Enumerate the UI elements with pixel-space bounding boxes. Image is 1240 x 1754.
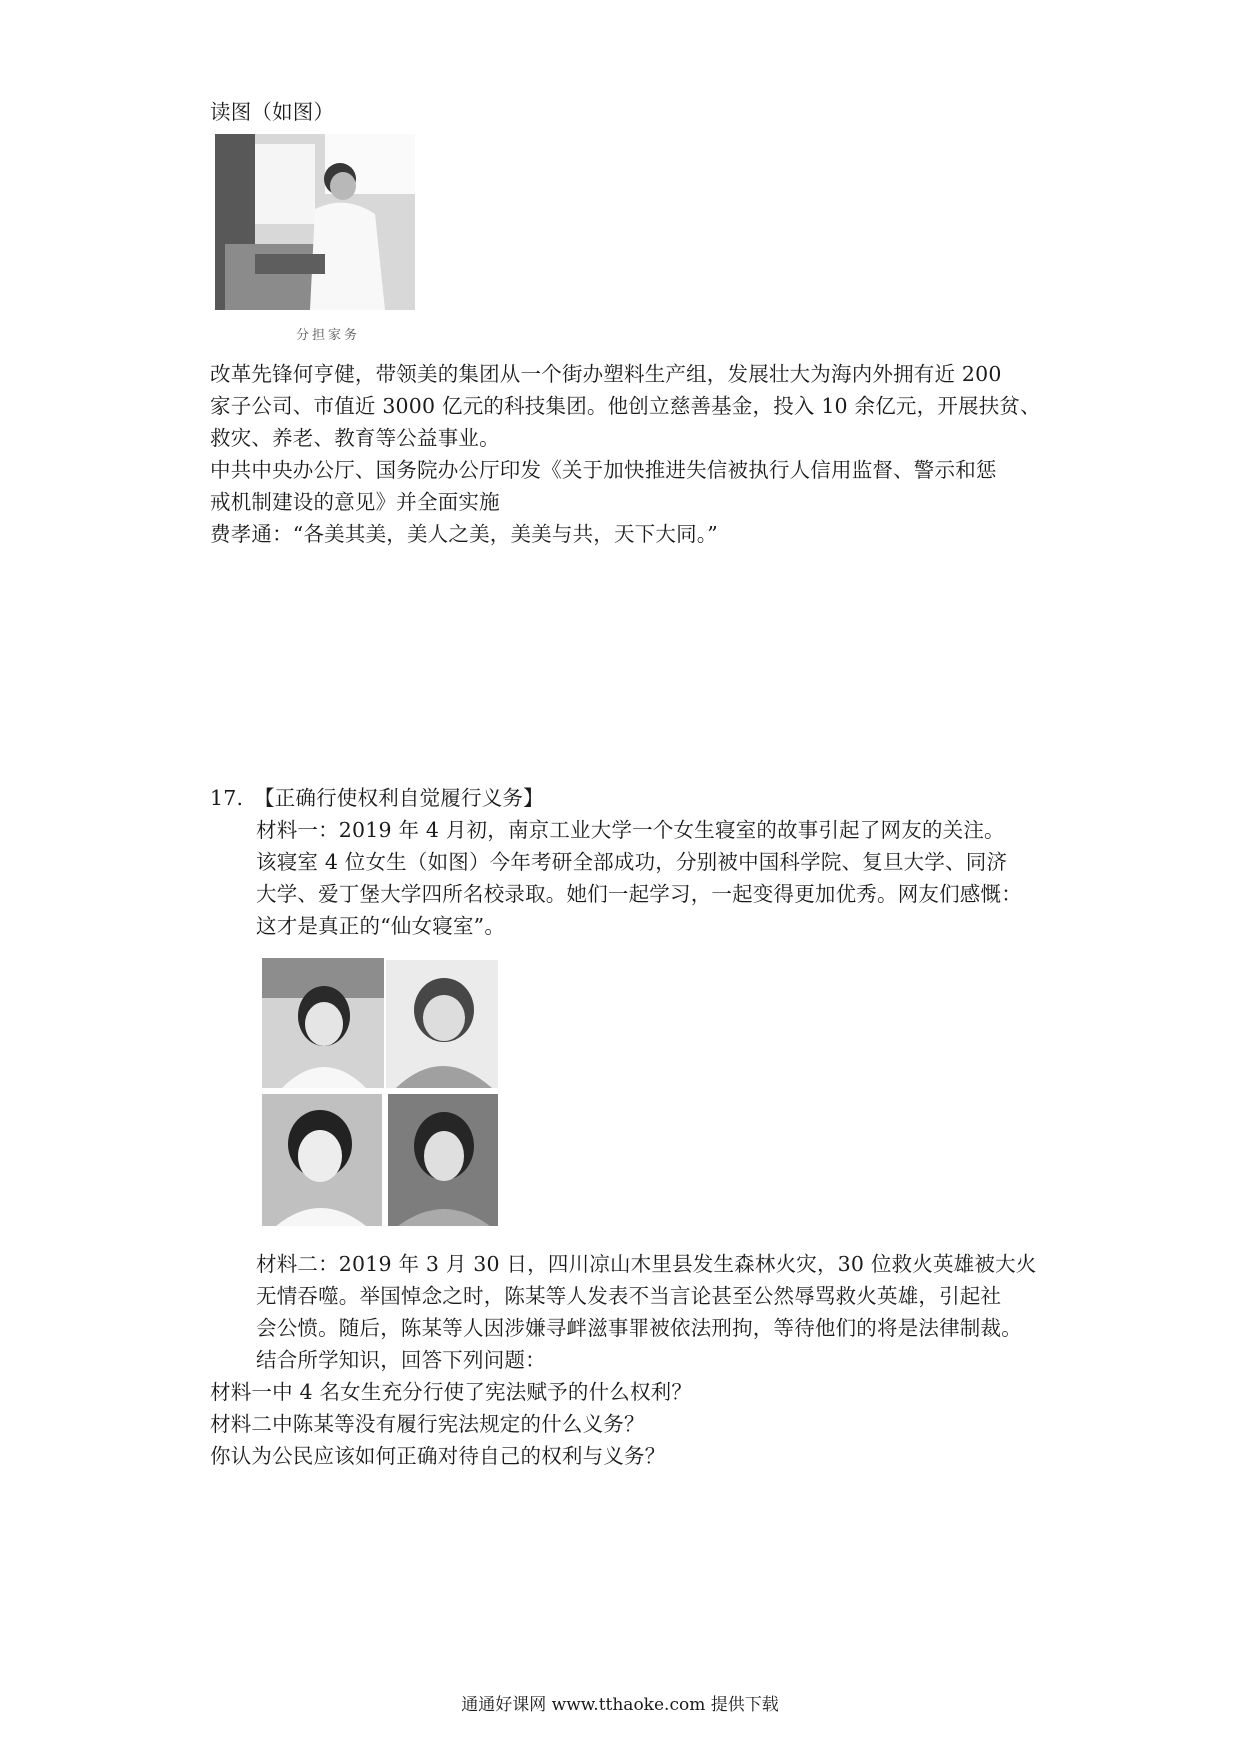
body-line: 改革先锋何亨健，带领美的集团从一个街办塑料生产组，发展壮大为海内外拥有近 200: [210, 362, 1002, 386]
material2-line: 材料二：2019 年 3 月 30 日，四川凉山木里县发生森林火灾，30 位救火英雄被大火: [256, 1252, 1037, 1276]
portrait-photo-1: [262, 958, 384, 1088]
question-item: 材料二中陈某等没有履行宪法规定的什么义务？: [210, 1412, 645, 1436]
body-line: 戒机制建设的意见》并全面实施: [210, 490, 500, 514]
material2-line: 会公愤。随后，陈某等人因涉嫌寻衅滋事罪被依法刑拘，等待他们的将是法律制裁。: [256, 1316, 1022, 1340]
material1-line: 材料一：2019 年 4 月初，南京工业大学一个女生寝室的故事引起了网友的关注。: [256, 818, 1005, 842]
instruction-line: 结合所学知识，回答下列问题：: [256, 1348, 546, 1372]
body-line: 家子公司、市值近 3000 亿元的科技集团。他创立慈善基金，投入 10 余亿元，开展扶贫、: [210, 394, 1041, 418]
page-footer: 通通好课网 www.tthaoke.com 提供下载: [461, 1695, 779, 1715]
housework-photo: [215, 134, 415, 310]
question-title: 【正确行使权利自觉履行义务】: [254, 786, 544, 810]
portrait-photo-2: [386, 960, 498, 1088]
body-line: 救灾、养老、教育等公益事业。: [210, 426, 500, 450]
question-item: 你认为公民应该如何正确对待自己的权利与义务？: [210, 1444, 666, 1468]
quote-line: 费孝通：“各美其美，美人之美，美美与共，天下大同。”: [210, 522, 718, 546]
material2-line: 无情吞噬。举国悼念之时，陈某等人发表不当言论甚至公然辱骂救火英雄，引起社: [256, 1284, 1002, 1308]
question-item: 材料一中 4 名女生充分行使了宪法赋予的什么权利？: [210, 1380, 693, 1404]
read-figure-label: 读图（如图）: [210, 100, 335, 124]
body-line: 中共中央办公厅、国务院办公厅印发《关于加快推进失信被执行人信用监督、警示和惩: [210, 458, 997, 482]
portrait-photo-4: [388, 1094, 498, 1226]
photo-caption: 分担家务: [296, 328, 361, 343]
material1-line: 这才是真正的“仙女寝室”。: [256, 914, 506, 938]
portrait-photo-3: [262, 1094, 382, 1226]
material1-line: 该寝室 4 位女生（如图）今年考研全部成功，分别被中国科学院、复旦大学、同济: [256, 850, 1008, 874]
material1-line: 大学、爱丁堡大学四所名校录取。她们一起学习，一起变得更加优秀。网友们感慨：: [256, 882, 1022, 906]
question-number: 17.: [210, 786, 244, 810]
